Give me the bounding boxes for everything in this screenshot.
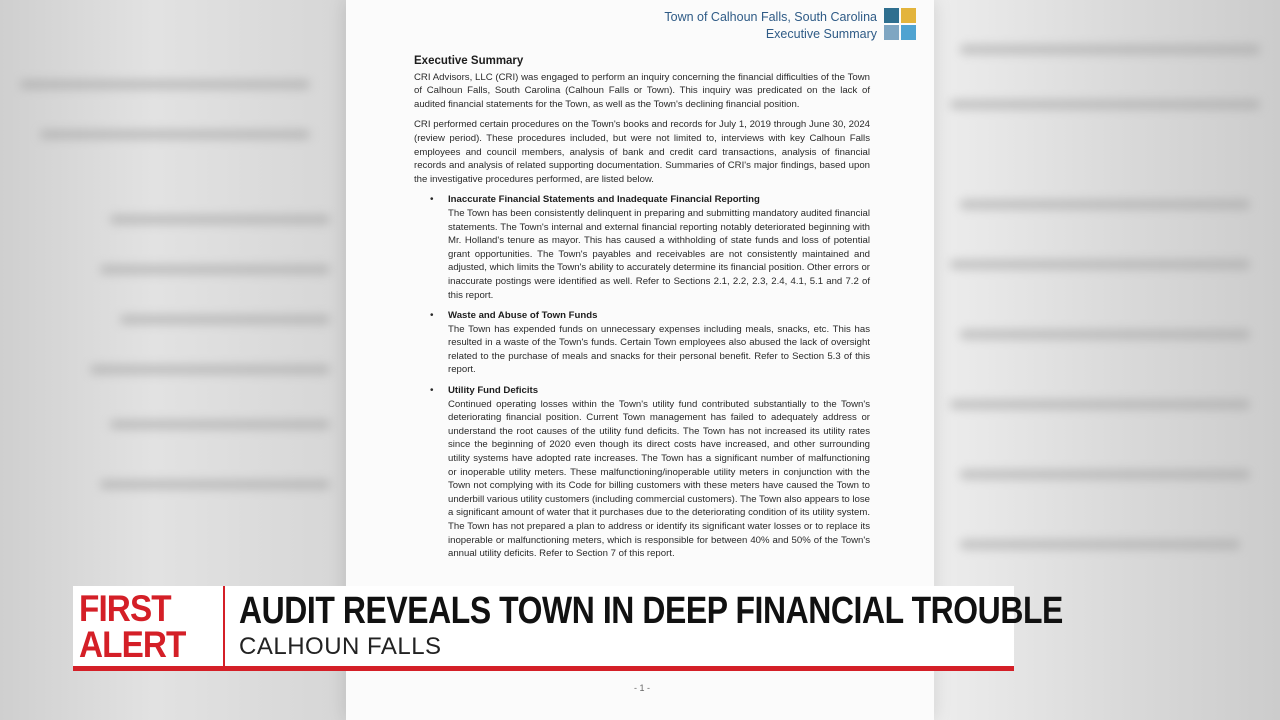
bullet-icon: • [430, 194, 434, 206]
first-alert-badge [73, 586, 223, 666]
badge-word-alert: ALERT [79, 624, 186, 665]
finding-item [414, 384, 870, 561]
bullet-icon: • [430, 310, 434, 322]
blurred-background-text [950, 400, 1250, 409]
finding-heading: Utility Fund Deficits [448, 385, 539, 397]
blurred-background-text [960, 330, 1250, 339]
blurred-background-text [110, 420, 330, 429]
blurred-background-text [960, 45, 1260, 54]
header-section-name: Executive Summary [765, 27, 877, 41]
document-header [664, 9, 877, 43]
bullet-icon: • [430, 385, 434, 397]
logo-square [901, 25, 916, 40]
blurred-background-text [960, 200, 1250, 209]
blurred-background-text [20, 80, 310, 89]
firm-logo-icon [884, 8, 917, 40]
finding-text: Continued operating losses within the Town's utility fund contributed substantially to the Town's deteriorating financial position. Current Town management has failed to adequately address or understand the root causes of the utility fund deficits. The Town has not increased its utility rates since the beginning of 2020 even though its direct costs have increased, and other surrounding utility systems have adopted rate increases. The Town has a significant number of malfunctioning or inoperable utility meters. These malfunctioning/inoperable utility meters in conjunction with the Town not complying with its Code for billing customers with these meters have caused the Town to underbill various utility customers (including commercial customers). The Town also appears to lose a significant amount of water that it purchases due to the deteriorating condition of its utility system. The Town has not prepared a plan to address or identify its significant water losses or to replace its inoperable or malfunctioning meters, which is responsible for between 40% and 50% of the Town's annual utility deficits. Refer to Section 7 of this report. [448, 398, 870, 560]
logo-square [884, 25, 899, 40]
blurred-background-text [100, 265, 330, 274]
blurred-background-text [110, 215, 330, 224]
finding-text: The Town has been consistently delinquent in preparing and submitting mandatory audited financial statements. The Town's internal and external financial reporting notably deteriorated beginning with Mr. Holland's tenure as mayor. This has caused a withholding of state funds and loss of potential grant opportunities. The Town's payables and receivables are not consistently maintained and adjusted, which limits the Town's ability to accurately determine its financial position. Other errors or inaccurate postings were identified as well. Refer to Sections 2.1, 2.2, 2.3, 2.4, 4.1, 5.1 and 7.2 of this report. [448, 207, 870, 301]
logo-square [884, 8, 899, 23]
blurred-background-text [950, 100, 1260, 109]
blurred-background-text [120, 315, 330, 324]
blurred-background-text [40, 130, 310, 139]
procedures-paragraph: CRI performed certain procedures on the Town's books and records for July 1, 2019 through June 30, 2024 (review period). These procedures included, but were not limited to, interviews with key Calhoun Falls employees and council members, analysis of bank and credit card transactions, analysis of financial records and analysis of related supporting documentation. Summaries of CRI's major findings, based upon the investigative procedures performed, are listed below. [414, 119, 870, 185]
accent-bar [73, 666, 1014, 671]
news-location: CALHOUN FALLS [239, 633, 442, 660]
blurred-background-text [100, 480, 330, 489]
document-body [414, 55, 870, 568]
blurred-background-text [960, 540, 1240, 549]
news-headline: AUDIT REVEALS TOWN IN DEEP FINANCIAL TROUBLE [239, 590, 1063, 632]
headline-box [225, 586, 1063, 666]
finding-text: The Town has expended funds on unnecessary expenses including meals, snacks, etc. This has resulted in a waste of the Town's funds. Certain Town employees also abused the lack of oversight related to the purchase of meals and snacks for their personal benefit. Refer to Section 5.3 of this report. [448, 323, 870, 376]
finding-item [414, 193, 870, 302]
finding-heading: Waste and Abuse of Town Funds [448, 310, 598, 322]
logo-square [901, 8, 916, 23]
blurred-background-text [950, 260, 1250, 269]
blurred-background-text [90, 365, 330, 374]
news-lower-third [73, 586, 1063, 671]
header-town-name: Town of Calhoun Falls, South Carolina [664, 10, 877, 24]
blurred-background-text [960, 470, 1250, 479]
badge-word-first: FIRST [79, 588, 171, 629]
intro-paragraph: CRI Advisors, LLC (CRI) was engaged to perform an inquiry concerning the financial difficulties of the Town of Calhoun Falls, South Carolina (Calhoun Falls or Town). This inquiry was predicated on the lack of audited financial statements for the Town, as well as the Town's declining financial position. [414, 71, 870, 110]
document-title: Executive Summary [414, 55, 524, 67]
finding-item [414, 309, 870, 377]
page-number: - 1 - [634, 683, 651, 693]
finding-heading: Inaccurate Financial Statements and Inadequate Financial Reporting [448, 194, 760, 206]
